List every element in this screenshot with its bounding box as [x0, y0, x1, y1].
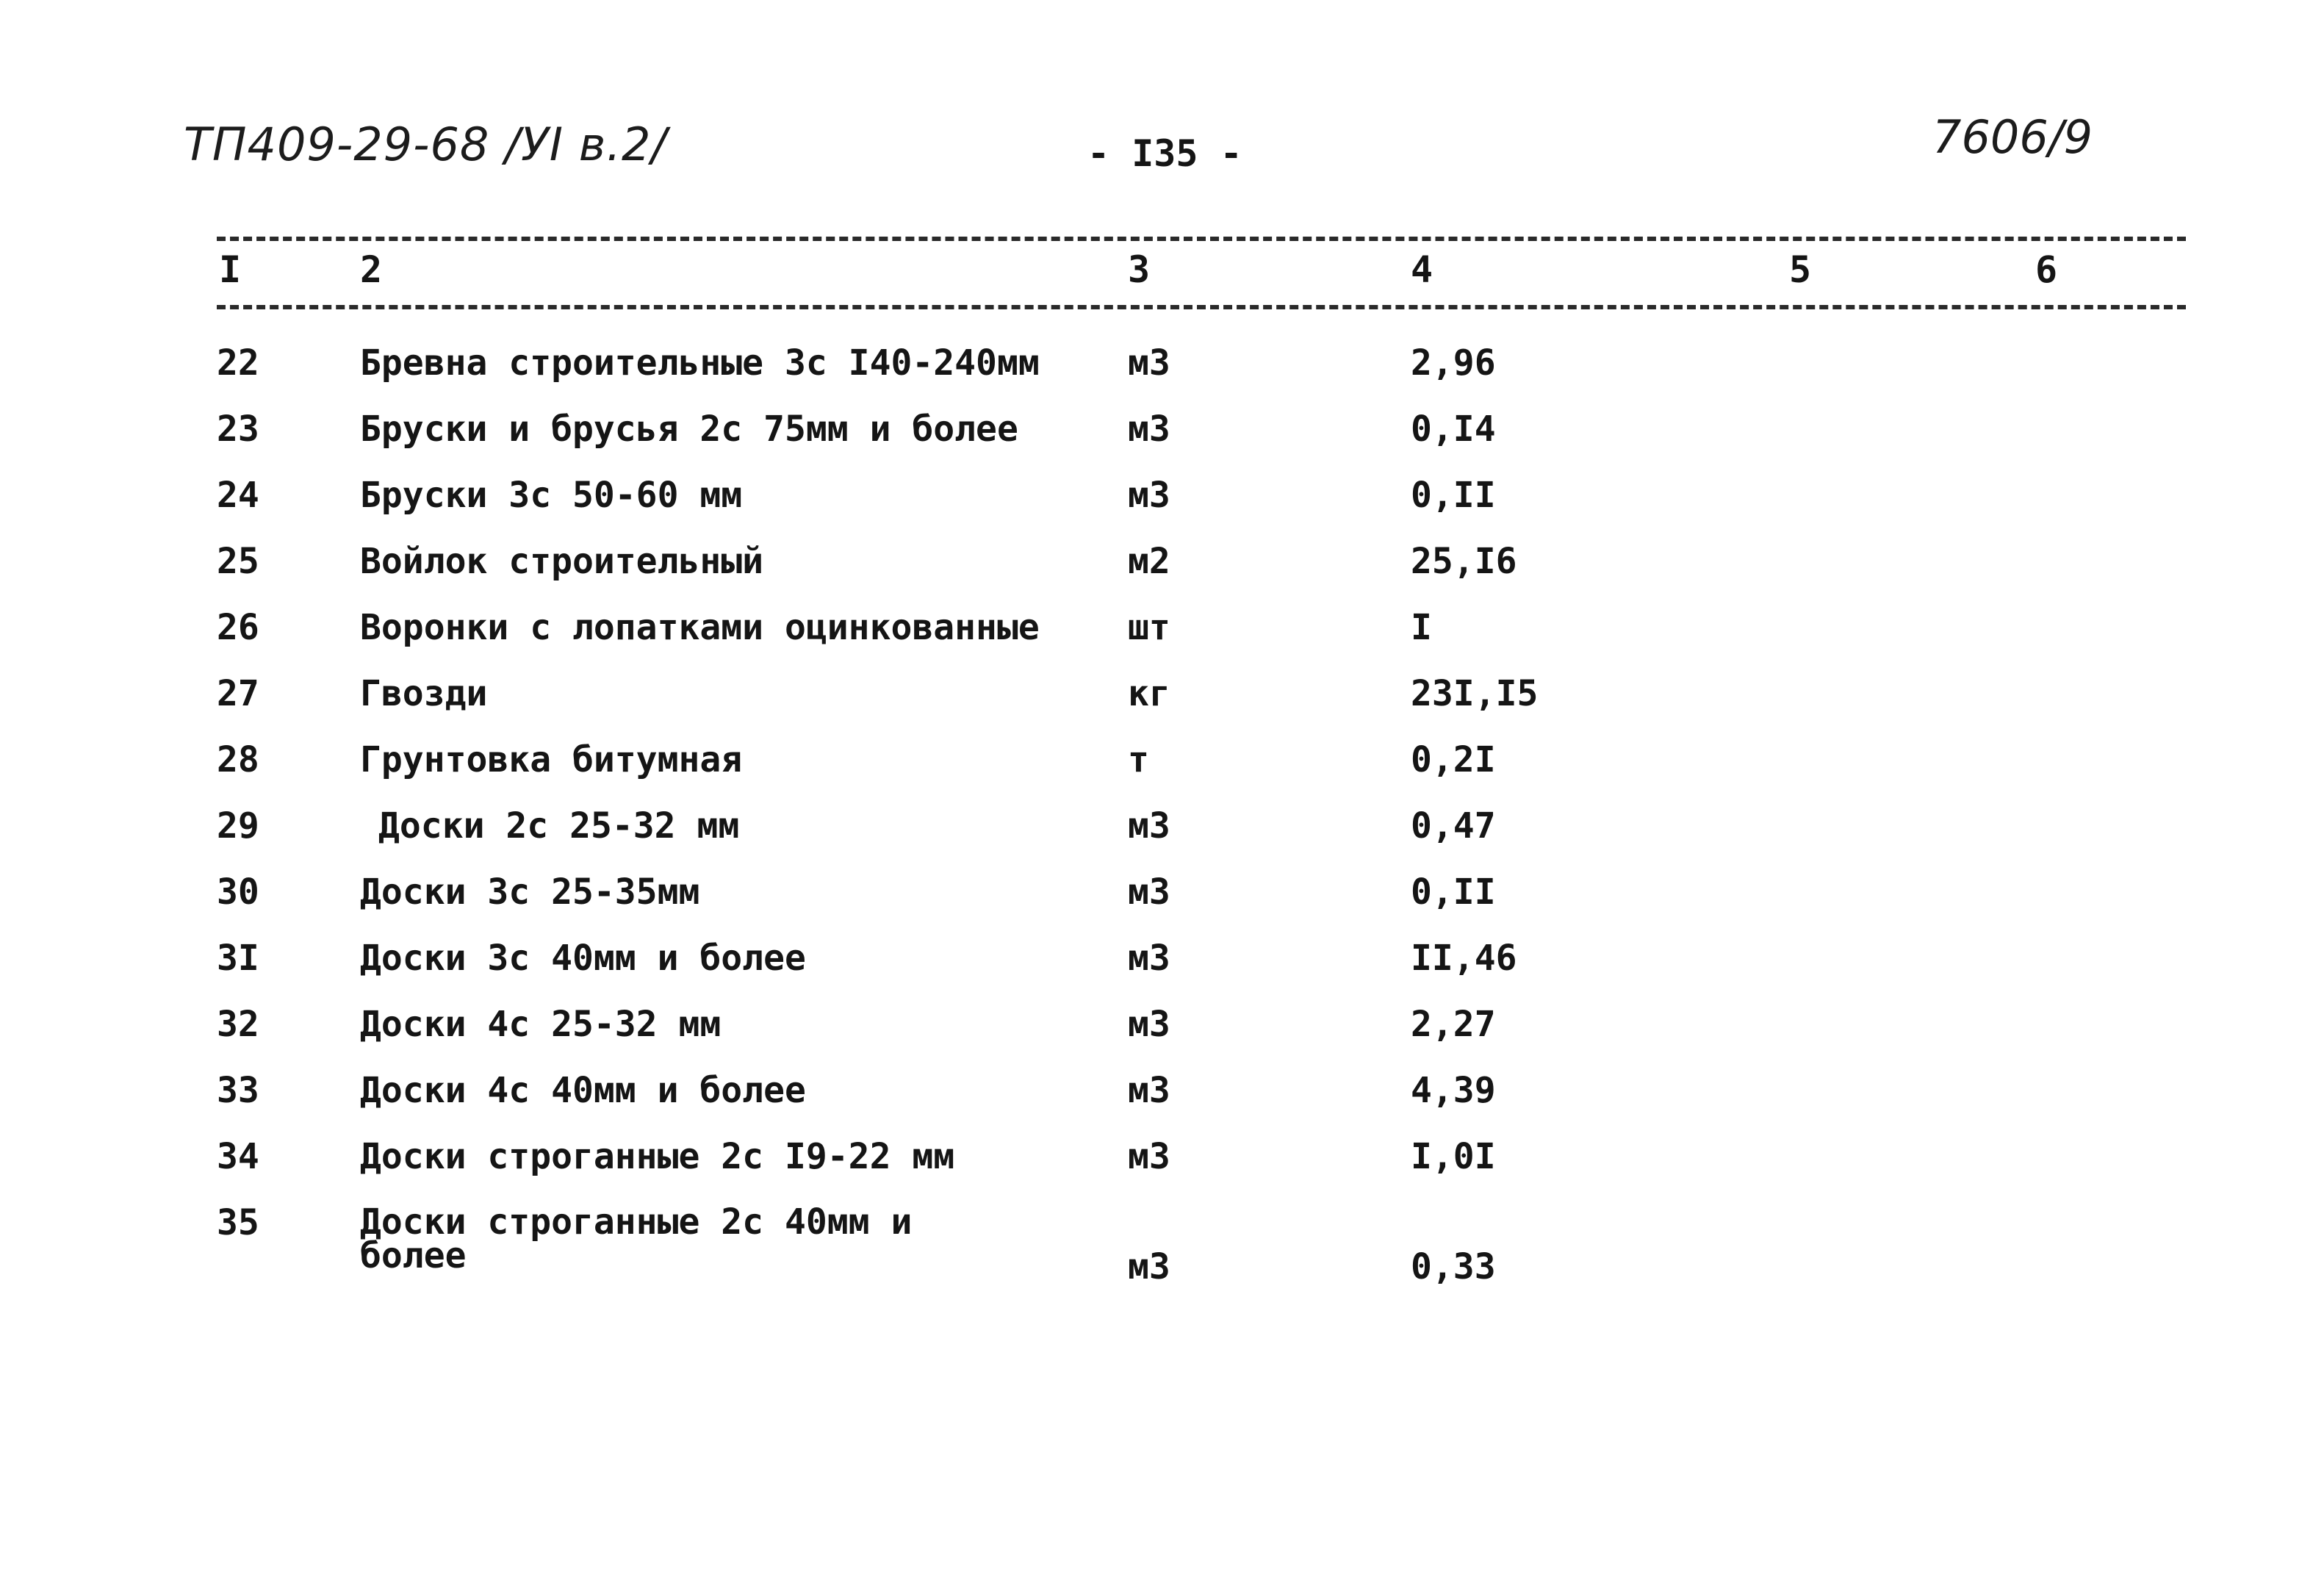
- table-column-headers: [0, 248, 2324, 300]
- quantity: II,46: [1411, 938, 1517, 979]
- quantity: 0,33: [1411, 1246, 1496, 1287]
- column-header-2: 2: [360, 248, 383, 291]
- unit: т: [1128, 739, 1149, 780]
- table-row: [0, 874, 2324, 941]
- table-row: [0, 938, 2324, 1007]
- unit: м3: [1128, 938, 1170, 979]
- quantity: 0,47: [1411, 805, 1496, 847]
- table-row: [0, 409, 2324, 478]
- unit: м2: [1128, 541, 1170, 582]
- column-header-5: 5: [1789, 248, 1812, 291]
- quantity: 23I,I5: [1411, 673, 1539, 714]
- quantity: 0,I4: [1411, 409, 1496, 450]
- row-number: 22: [217, 342, 259, 384]
- quantity: 2,96: [1411, 342, 1496, 384]
- material-name: Доски 4с 40мм и более: [360, 1070, 806, 1111]
- column-header-3: 3: [1128, 248, 1151, 291]
- table-row: [0, 739, 2324, 808]
- unit: м3: [1128, 1246, 1170, 1287]
- unit: м3: [1128, 1004, 1170, 1045]
- row-number: 32: [217, 1004, 259, 1045]
- unit: м3: [1128, 805, 1170, 847]
- material-name: Бруски и брусья 2с 75мм и более: [360, 409, 1018, 450]
- table-row: [0, 541, 2324, 610]
- material-name: Доски 4с 25-32 мм: [360, 1004, 722, 1045]
- column-header-6: 6: [2035, 248, 2058, 291]
- quantity: 0,II: [1411, 475, 1496, 516]
- materials-table-body: [0, 342, 2324, 1293]
- unit: м3: [1128, 342, 1170, 384]
- table-row: [0, 1201, 2324, 1293]
- material-name: Войлок строительный: [360, 541, 764, 582]
- row-number: 33: [217, 1070, 259, 1111]
- unit: м3: [1128, 1136, 1170, 1177]
- unit: м3: [1128, 475, 1170, 516]
- material-name: Бревна строительные 3с I40-240мм: [360, 342, 1040, 384]
- document-code: ТП409-29-68 /УI в.2/: [184, 118, 668, 171]
- unit: м3: [1128, 409, 1170, 450]
- quantity: I: [1411, 607, 1432, 648]
- material-name: Доски строганные 2с 40мм и более: [360, 1201, 913, 1276]
- unit: м3: [1128, 1070, 1170, 1111]
- material-name: Грунтовка битумная: [360, 739, 743, 780]
- quantity: 25,I6: [1411, 541, 1517, 582]
- table-row: [0, 1136, 2324, 1205]
- table-row: [0, 805, 2324, 874]
- material-name: Воронки с лопатками оцинкованные: [360, 607, 1040, 648]
- row-number: 25: [217, 541, 259, 582]
- unit: м3: [1128, 872, 1170, 913]
- material-name: Доски строганные 2с I9-22 мм: [360, 1136, 955, 1177]
- column-header-4: 4: [1411, 248, 1433, 291]
- quantity: 2,27: [1411, 1004, 1496, 1045]
- column-header-1: I: [219, 248, 242, 291]
- row-number: 27: [217, 673, 259, 714]
- material-name: Гвозди: [360, 673, 488, 714]
- quantity: 0,2I: [1411, 739, 1496, 780]
- quantity: I,0I: [1411, 1136, 1496, 1177]
- material-name: Доски 3с 40мм и более: [360, 938, 806, 979]
- table-top-rule: [217, 237, 2186, 241]
- material-name: Бруски 3с 50-60 мм: [360, 475, 743, 516]
- table-header-rule: [217, 305, 2186, 309]
- row-number: 35: [217, 1202, 259, 1243]
- sheet-reference: 7606/9: [1932, 110, 2093, 164]
- row-number: 30: [217, 872, 259, 913]
- row-number: 3I: [217, 938, 259, 979]
- row-number: 23: [217, 409, 259, 450]
- page-number: - I35 -: [1087, 132, 1242, 175]
- unit: кг: [1128, 673, 1170, 714]
- row-number: 26: [217, 607, 259, 648]
- table-row: [0, 1004, 2324, 1073]
- quantity: 0,II: [1411, 872, 1496, 913]
- table-row: [0, 475, 2324, 544]
- row-number: 34: [217, 1136, 259, 1177]
- table-row: [0, 342, 2324, 412]
- quantity: 4,39: [1411, 1070, 1496, 1111]
- row-number: 24: [217, 475, 259, 516]
- table-row: [0, 607, 2324, 676]
- row-number: 28: [217, 739, 259, 780]
- material-name: Доски 3с 25-35мм: [360, 872, 700, 913]
- unit: шт: [1128, 607, 1170, 648]
- material-name: Доски 2с 25-32 мм: [378, 805, 740, 847]
- row-number: 29: [217, 805, 259, 847]
- table-row: [0, 673, 2324, 742]
- table-row: [0, 1070, 2324, 1139]
